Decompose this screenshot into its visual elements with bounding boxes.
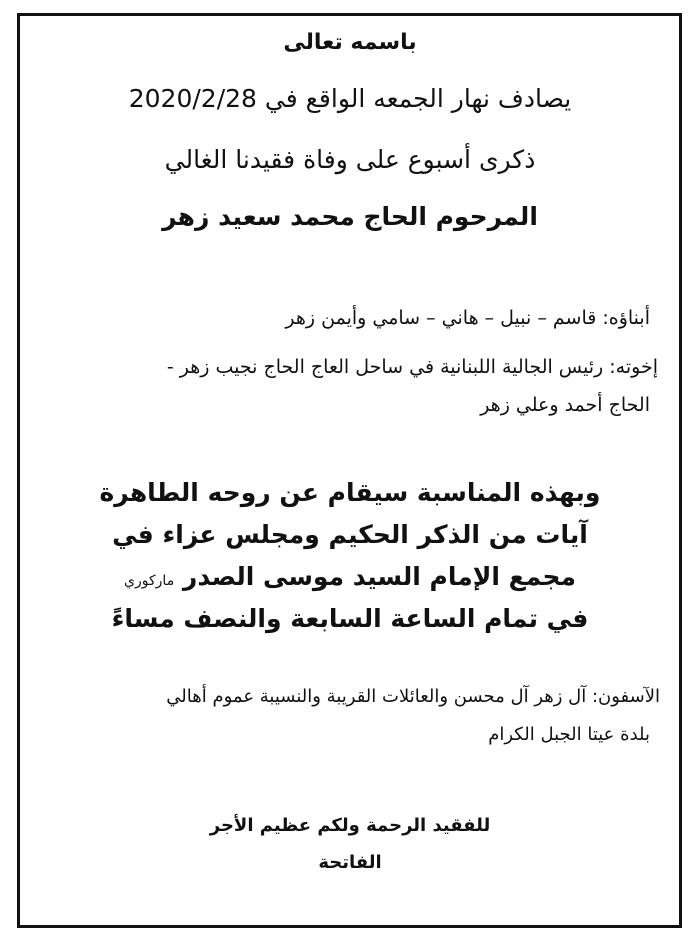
brothers-line-1: إخوته: رئيس الجالية اللبنانية في ساحل العاج الحاج نجيب زهر -: [166, 356, 658, 378]
venue-name: مجمع الإمام السيد موسى الصدر: [182, 562, 576, 591]
announcement-line-2: آيات من الذكر الحكيم ومجلس عزاء في: [112, 520, 588, 549]
mourners-line-2: بلدة عيتا الجبل الكرام: [488, 724, 650, 745]
closing-line-2: الفاتحة: [318, 852, 382, 873]
announcement-line-4: في تمام الساعة السابعة والنصف مساءً: [111, 604, 589, 633]
basmala-heading: باسمه تعالى: [283, 30, 417, 55]
announcement-line-1: وبهذه المناسبة سيقام عن روحه الطاهرة: [99, 478, 601, 507]
brothers-line-2: الحاج أحمد وعلي زهر: [480, 394, 650, 416]
mourners-text-1: الآسفون: آل زهر آل محسن والعائلات القريبة والنسيبة عموم أهالي: [166, 686, 660, 707]
deceased-name: المرحوم الحاج محمد سعيد زهر: [162, 202, 538, 231]
closing-line-1: للفقيد الرحمة ولكم عظيم الأجر: [209, 815, 491, 836]
sons-line: أبناؤه: قاسم – نبيل – هاني – سامي وأيمن زهر: [285, 307, 650, 329]
venue-suffix: ماركوري: [124, 573, 175, 589]
mourners-line-1: [40, 686, 660, 707]
announcement-line-3: [30, 562, 670, 591]
date-line: يصادف نهار الجمعه الواقع في 2020/2/28: [128, 84, 572, 113]
occasion-line: ذكرى أسبوع على وفاة فقيدنا الغالي: [164, 145, 536, 174]
